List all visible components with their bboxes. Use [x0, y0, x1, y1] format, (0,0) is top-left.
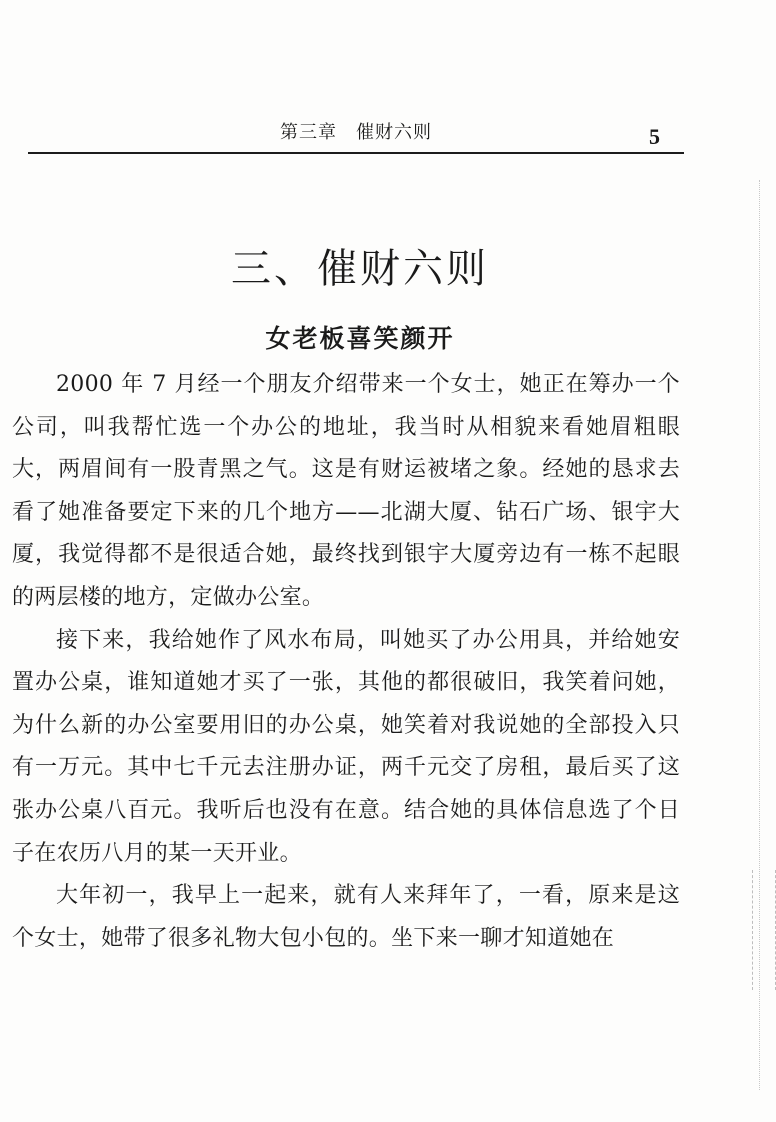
- body-text: [12, 364, 680, 960]
- paragraph: 大年初一，我早上一起来，就有人来拜年了，一看，原来是这个女士，她带了很多礼物大包小包的。坐下来一聊才知道她在: [12, 883, 680, 951]
- page-number: 5: [649, 124, 660, 149]
- scan-edge-mark: [752, 870, 776, 990]
- running-title: 第三章 催财六则: [280, 122, 432, 143]
- paragraph: 接下来，我给她作了风水布局，叫她买了办公用具，并给她安置办公桌，谁知道她才买了一张，其他的都很破旧，我笑着问她，为什么新的办公室要用旧的办公桌，她笑着对我说她的全部投入只有一万元。其中七千元去注册办证，两千元交了房租，最后买了这张办公桌八百元。我听后也没有在意。结合她的具体信息选了个日子在农历八月的某一天开业。: [12, 627, 680, 866]
- section-title: 三、催财六则: [231, 245, 489, 292]
- running-header: [28, 112, 684, 154]
- paragraph: 2000 年 7 月经一个朋友介绍带来一个女士，她正在筹办一个公司，叫我帮忙选一个办公的地址，我当时从相貌来看她眉粗眼大，两眉间有一股青黑之气。这是有财运被堵之象。经她的恳求去看了她准备要定下来的几个地方——北湖大厦、钻石广场、银宇大厦，我觉得都不是很适合她，最终找到银宇大厦旁边有一栋不起眼的两层楼的地方，定做办公室。: [12, 372, 680, 610]
- section-subtitle: 女老板喜笑颜开: [265, 323, 455, 353]
